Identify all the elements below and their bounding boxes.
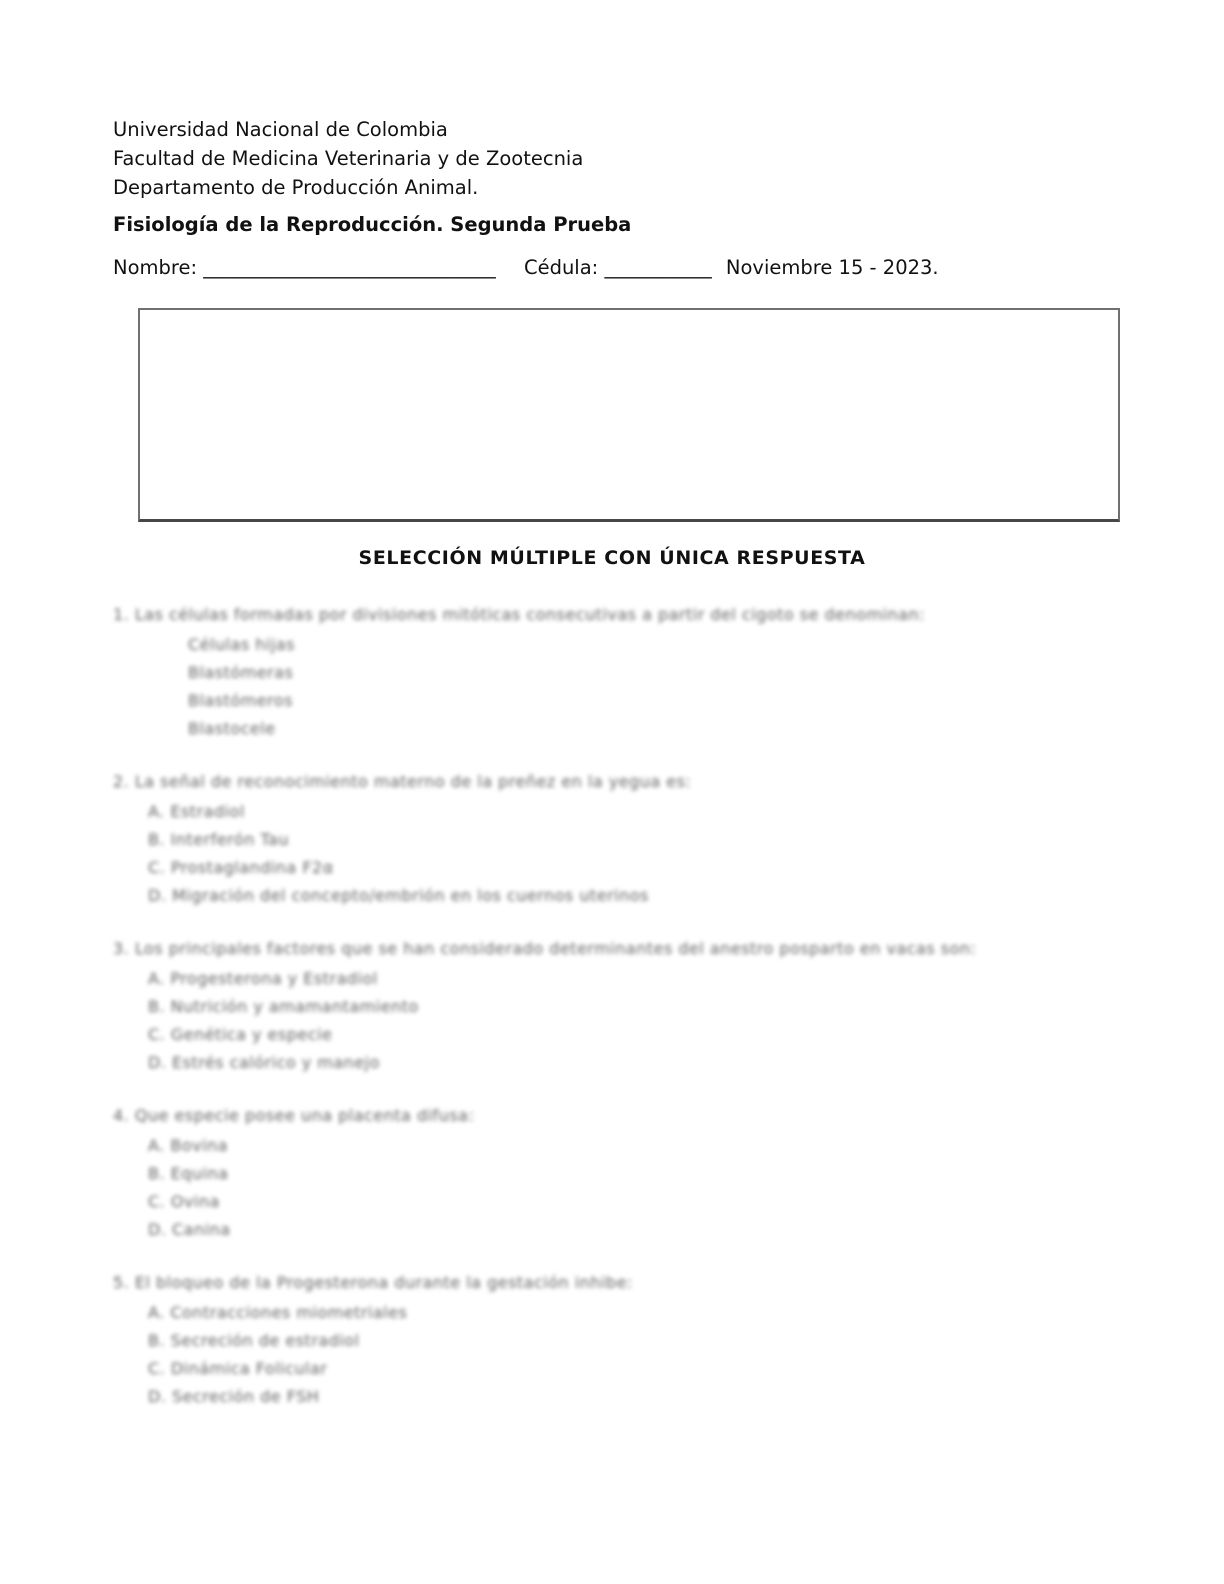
department-name: Departamento de Producción Animal. <box>113 176 479 199</box>
question-1-text: 1. Las células formadas por divisiones mitóticas consecutivas a partir del cigoto se denominan: <box>113 605 925 624</box>
document-header <box>113 115 1111 202</box>
section-title: SELECCIÓN MÚLTIPLE CON ÚNICA RESPUESTA <box>358 547 866 569</box>
university-name: Universidad Nacional de Colombia <box>113 118 448 141</box>
question-3-options <box>113 965 1111 1077</box>
question-4-option-d: D. Canina <box>148 1220 231 1239</box>
question-2-options <box>113 798 1111 910</box>
cedula-label: Cédula: <box>523 256 599 279</box>
cedula-blank-line: ___________ <box>604 256 712 279</box>
question-4-options <box>113 1132 1111 1244</box>
question-4-text: 4. Que especie posee una placenta difusa: <box>113 1106 475 1125</box>
question-1-options <box>113 631 1111 743</box>
question-5 <box>113 1270 1111 1411</box>
question-3-text: 3. Los principales factores que se han considerado determinantes del anestro posparto en vacas son: <box>113 939 977 958</box>
question-3-option-d: D. Estrés calórico y manejo <box>148 1053 380 1072</box>
question-5-text: 5. El bloqueo de la Progesterona durante la gestación inhibe: <box>113 1273 633 1292</box>
name-row <box>113 255 1111 281</box>
question-1-option-2: Blastómeras <box>188 663 294 682</box>
question-4-option-b: B. Equina <box>148 1164 229 1183</box>
question-2 <box>113 769 1111 910</box>
question-1-option-3: Blastómeros <box>188 691 293 710</box>
question-1-option-1: Células hijas <box>188 635 295 654</box>
question-4-option-a: A. Bovina <box>148 1136 228 1155</box>
question-5-option-a: A. Contracciones miometriales <box>148 1303 408 1322</box>
question-5-options <box>113 1299 1111 1411</box>
exam-title: Fisiología de la Reproducción. Segunda Prueba <box>113 213 632 236</box>
question-2-option-a: A. Estradiol <box>148 802 245 821</box>
name-label: Nombre: <box>113 256 198 279</box>
question-1 <box>113 602 1111 743</box>
question-4-option-c: C. Ovina <box>148 1192 220 1211</box>
question-3-option-b: B. Nutrición y amamantamiento <box>148 997 419 1016</box>
question-2-option-c: C. Prostaglandina F2α <box>148 858 334 877</box>
question-2-option-b: B. Interferón Tau <box>148 830 289 849</box>
question-3-option-a: A. Progesterona y Estradiol <box>148 969 378 988</box>
question-1-option-4: Blastocele <box>188 719 276 738</box>
question-5-option-c: C. Dinámica Folicular <box>148 1359 328 1378</box>
question-4 <box>113 1103 1111 1244</box>
question-3-option-c: C. Genética y especie <box>148 1025 333 1044</box>
faculty-name: Facultad de Medicina Veterinaria y de Zootecnia <box>113 147 584 170</box>
question-2-option-d: D. Migración del concepto/embrión en los cuernos uterinos <box>148 886 649 905</box>
question-2-text: 2. La señal de reconocimiento materno de la preñez en la yegua es: <box>113 772 692 791</box>
exam-date: Noviembre 15 - 2023. <box>725 256 939 279</box>
name-blank-line: ______________________________ <box>203 256 496 279</box>
question-5-option-d: D. Secreción de FSH <box>148 1387 320 1406</box>
question-3 <box>113 936 1111 1077</box>
empty-instructions-box <box>138 308 1120 522</box>
question-5-option-b: B. Secreción de estradiol <box>148 1331 360 1350</box>
